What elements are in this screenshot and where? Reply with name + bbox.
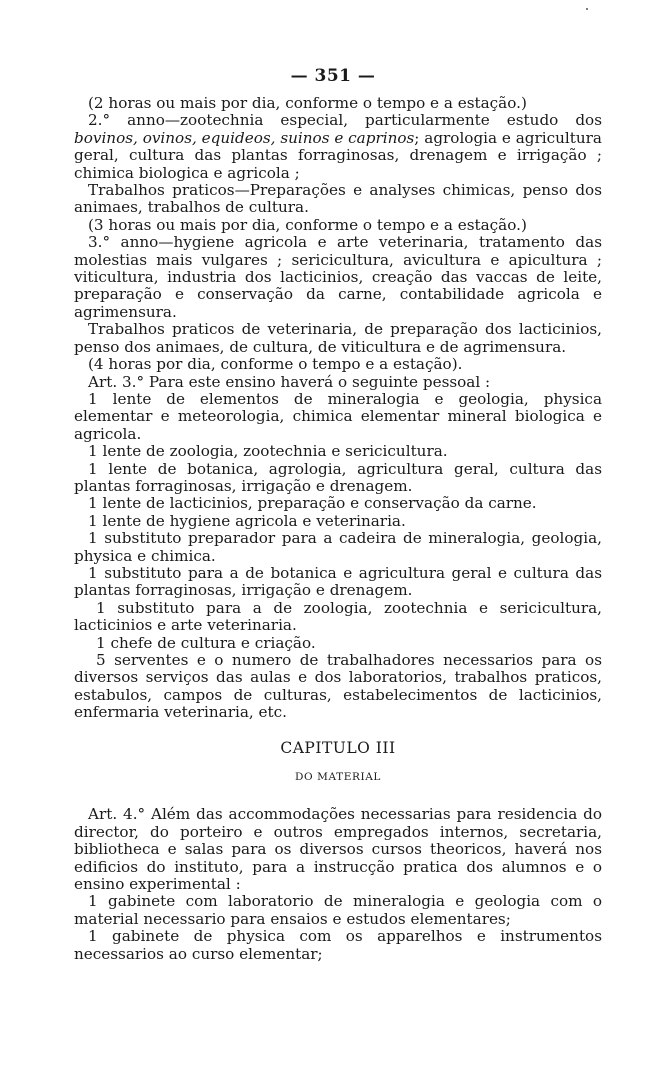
paragraph: Trabalhos praticos de veterinaria, de preparação dos lacticinios, penso dos animaes, de cultura, de viticultura e de agrimensura.: [74, 320, 602, 356]
paragraph: 1 gabinete com laboratorio de mineralogia e geologia com o material necessario para ensaios e estudos elementares;: [74, 892, 602, 928]
paragraph: 5 serventes e o numero de trabalhadores necessarios para os diversos serviços das aulas e dos laboratorios, trabalhos praticos, estabulos, campos de culturas, estabelecimentos de lacticinios, enfermaria veterinaria, etc.: [74, 651, 602, 722]
text-run: ; agrologia e agricultura geral, cultura das plantas forraginosas, drenagem e irrigação ; chimica biologica e agricola ;: [74, 128, 602, 182]
paragraph: (3 horas ou mais por dia, conforme o tempo e a estação.): [88, 215, 527, 234]
page-speck: [586, 8, 588, 10]
paragraph: 3.° anno—hygiene agricola e arte veterinaria, tratamento das molestias mais vulgares ; sericicultura, avicultura e apicultura ; viticultura, industria dos lacticinios, creação das vaccas de leite, preparação e conservação da carne, contabilidade agricola e agrimensura.: [74, 233, 602, 321]
paragraph: Trabalhos praticos—Preparações e analyses chimicas, penso dos animaes, trabalhos de cultura.: [74, 181, 602, 217]
paragraph-second-year: [74, 112, 602, 182]
paragraph: 1 substituto para a de zoologia, zootechnia e sericicultura, lacticinios e arte veterinaria.: [74, 598, 602, 635]
text-run: 2.° anno—zootechnia especial, particularmente estudo dos: [88, 111, 602, 130]
paragraph: 1 chefe de cultura e criação.: [96, 633, 316, 652]
page-number: — 351 —: [290, 66, 376, 86]
paragraph: 1 lente de elementos de mineralogia e geologia, physica elementar e meteorologia, chimica elementar mineral biologica e agricola.: [74, 389, 602, 443]
section-subtitle: DO MATERIAL: [294, 771, 381, 784]
paragraph: (4 horas por dia, conforme o tempo e a estação).: [88, 355, 463, 374]
paragraph: (2 horas ou mais por dia, conforme o tempo e a estação.): [88, 94, 527, 112]
paragraph: 1 substituto para a de botanica e agricultura geral e cultura das plantas forraginosas, irrigação e drenagem.: [74, 563, 602, 600]
paragraph: Art. 4.° Além das accommodações necessarias para residencia do director, do porteiro e outros empregados internos, secretaria, bibliotheca e salas para os diversos cursos theoricos, haverá nos edificios do instituto, para a instrucção pratica dos alumnos e o ensino experimental :: [74, 805, 602, 894]
paragraph: 1 lente de zoologia, zootechnia e sericicultura.: [88, 442, 448, 461]
paragraph: Art. 3.° Para este ensino haverá o seguinte pessoal :: [88, 372, 491, 391]
body-text: [74, 95, 602, 963]
paragraph: 1 gabinete de physica com os apparelhos e instrumentos necessarios ao curso elementar;: [74, 927, 602, 963]
paragraph: 1 lente de botanica, agrologia, agricultura geral, cultura das plantas forraginosas, irrigação e drenagem.: [74, 459, 602, 495]
italic-text-run: bovinos, ovinos, equideos, suinos e caprinos: [74, 128, 415, 147]
paragraph: 1 lente de hygiene agricola e veterinaria.: [88, 511, 406, 530]
paragraph: 1 lente de lacticinios, preparação e conservação da carne.: [88, 494, 537, 513]
paragraph: 1 substituto preparador para a cadeira de mineralogia, geologia, physica e chimica.: [74, 529, 602, 565]
chapter-heading: CAPITULO III: [280, 738, 396, 757]
